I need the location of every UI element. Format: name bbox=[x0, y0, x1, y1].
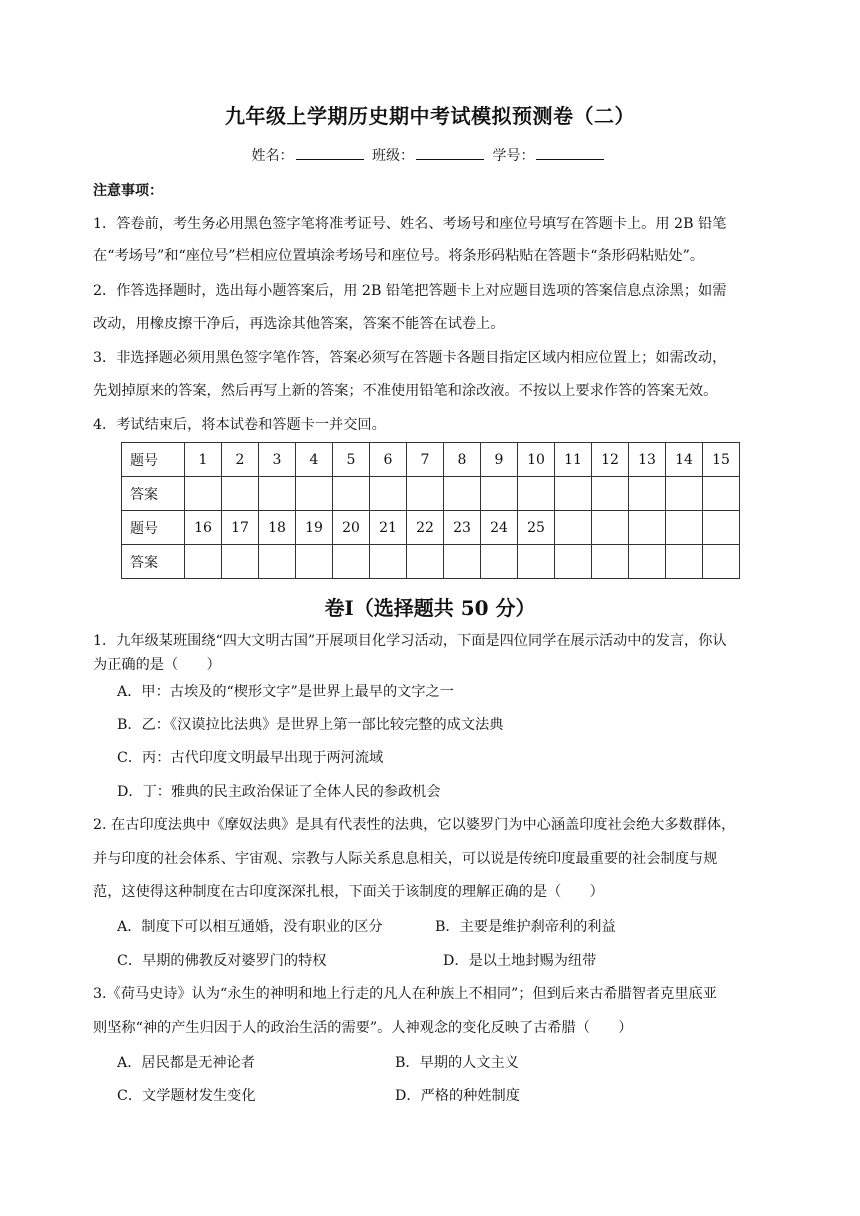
notice-line: 先划掉原来的答案，然后再写上新的答案；不准使用铅笔和涂改液。不按以上要求作答的答案无效。 bbox=[93, 383, 718, 399]
table-cell: 24 bbox=[481, 511, 518, 545]
table-cell bbox=[592, 511, 629, 545]
answer-cell bbox=[481, 545, 518, 579]
table-cell: 6 bbox=[370, 443, 407, 477]
question-2-stem: 范，这使得这种制度在古印度深深扎根，下面关于该制度的理解正确的是（ ） bbox=[93, 884, 604, 900]
answer-label: 答案 bbox=[122, 545, 185, 579]
table-cell: 11 bbox=[555, 443, 592, 477]
notice-heading: 注意事项： bbox=[93, 183, 163, 199]
answer-cell bbox=[407, 477, 444, 511]
question-3-option-b: B．早期的人文主义 bbox=[395, 1055, 519, 1071]
question-2-option-c: C．早期的佛教反对婆罗门的特权 bbox=[117, 953, 327, 969]
table-cell: 3 bbox=[259, 443, 296, 477]
answer-cell bbox=[703, 477, 740, 511]
answer-cell bbox=[703, 545, 740, 579]
table-cell: 8 bbox=[444, 443, 481, 477]
table-cell: 21 bbox=[370, 511, 407, 545]
question-1-option-a: A．甲：古埃及的“楔形文字”是世界上最早的文字之一 bbox=[117, 684, 454, 700]
question-3-option-d: D．严格的种姓制度 bbox=[395, 1088, 520, 1104]
table-row bbox=[122, 511, 740, 545]
question-number-label: 题号 bbox=[122, 511, 185, 545]
answer-cell bbox=[185, 545, 222, 579]
answer-cell bbox=[407, 545, 444, 579]
table-cell: 4 bbox=[296, 443, 333, 477]
table-row bbox=[122, 443, 740, 477]
table-cell: 2 bbox=[222, 443, 259, 477]
answer-cell bbox=[481, 477, 518, 511]
table-cell: 25 bbox=[518, 511, 555, 545]
number-blank bbox=[536, 145, 604, 160]
question-3-stem: 3.《荷马史诗》认为“永生的神明和地上行走的凡人在种族上不相同”；但到后来古希腊智者克里底亚 bbox=[93, 986, 717, 1002]
answer-table bbox=[121, 442, 740, 579]
table-cell: 23 bbox=[444, 511, 481, 545]
question-3-option-c: C．文学题材发生变化 bbox=[117, 1088, 256, 1104]
table-cell: 18 bbox=[259, 511, 296, 545]
class-label: 班级： bbox=[372, 148, 414, 164]
class-blank bbox=[416, 145, 484, 160]
answer-cell bbox=[222, 477, 259, 511]
student-info-line bbox=[0, 145, 860, 165]
name-label: 姓名： bbox=[251, 148, 294, 164]
question-2-stem: 2. 在古印度法典中《摩奴法典》是具有代表性的法典，它以婆罗门为中心涵盖印度社会绝大多数群体， bbox=[93, 817, 736, 833]
table-cell: 15 bbox=[703, 443, 740, 477]
notice-line: 2．作答选择题时，选出每小题答案后，用 2B 铅笔把答题卡上对应题目选项的答案信息点涂黑；如需 bbox=[93, 283, 727, 299]
answer-cell bbox=[296, 545, 333, 579]
name-blank bbox=[296, 145, 364, 160]
table-cell: 16 bbox=[185, 511, 222, 545]
table-cell: 13 bbox=[629, 443, 666, 477]
notice-line: 改动，用橡皮擦干净后，再选涂其他答案，答案不能答在试卷上。 bbox=[93, 316, 505, 332]
answer-cell bbox=[333, 545, 370, 579]
table-cell: 22 bbox=[407, 511, 444, 545]
table-cell bbox=[703, 511, 740, 545]
answer-cell bbox=[592, 477, 629, 511]
answer-cell bbox=[444, 477, 481, 511]
question-1-stem: 为正确的是（ ） bbox=[93, 657, 221, 673]
table-cell: 12 bbox=[592, 443, 629, 477]
table-row bbox=[122, 545, 740, 579]
table-cell: 5 bbox=[333, 443, 370, 477]
table-cell: 7 bbox=[407, 443, 444, 477]
section-title: 卷Ⅰ（选择题共 50 分） bbox=[324, 596, 536, 620]
answer-cell bbox=[370, 477, 407, 511]
table-cell: 14 bbox=[666, 443, 703, 477]
question-number-label: 题号 bbox=[122, 443, 185, 477]
question-2-option-a: A．制度下可以相互通婚，没有职业的区分 bbox=[117, 919, 383, 935]
question-1-stem: 1．九年级某班围绕“四大文明古国”开展项目化学习活动，下面是四位同学在展示活动中的发言，你认 bbox=[93, 633, 727, 649]
question-2-option-b: B．主要是维护刹帝利的利益 bbox=[435, 919, 616, 935]
table-cell: 19 bbox=[296, 511, 333, 545]
table-cell: 1 bbox=[185, 443, 222, 477]
answer-label: 答案 bbox=[122, 477, 185, 511]
table-cell bbox=[629, 511, 666, 545]
notice-line: 4．考试结束后，将本试卷和答题卡一并交回。 bbox=[93, 417, 386, 433]
answer-cell bbox=[370, 545, 407, 579]
number-label: 学号： bbox=[492, 148, 535, 164]
table-cell bbox=[555, 511, 592, 545]
question-1-option-d: D．丁：雅典的民主政治保证了全体人民的参政机会 bbox=[117, 784, 441, 800]
notice-line: 3．非选择题必须用黑色签字笔作答，答案必须写在答题卡各题目指定区域内相应位置上；如需改动， bbox=[93, 350, 727, 366]
table-row bbox=[122, 477, 740, 511]
answer-cell bbox=[555, 545, 592, 579]
answer-cell bbox=[259, 545, 296, 579]
table-cell: 17 bbox=[222, 511, 259, 545]
answer-cell bbox=[629, 477, 666, 511]
table-cell bbox=[666, 511, 703, 545]
answer-cell bbox=[592, 545, 629, 579]
table-cell: 10 bbox=[518, 443, 555, 477]
page-title: 九年级上学期历史期中考试模拟预测卷（二） bbox=[225, 104, 635, 128]
answer-cell bbox=[629, 545, 666, 579]
notice-line: 在“考场号”和“座位号”栏相应位置填涂考场号和座位号。将条形码粘贴在答题卡“条形码粘贴处”。 bbox=[93, 248, 705, 264]
question-3-stem: 则坚称“神的产生归因于人的政治生活的需要”。人神观念的变化反映了古希腊（ ） bbox=[93, 1020, 633, 1036]
answer-cell bbox=[666, 477, 703, 511]
answer-cell bbox=[555, 477, 592, 511]
answer-cell bbox=[444, 545, 481, 579]
answer-cell bbox=[333, 477, 370, 511]
question-3-option-a: A．居民都是无神论者 bbox=[117, 1055, 255, 1071]
table-cell: 20 bbox=[333, 511, 370, 545]
question-1-option-b: B．乙：《汉谟拉比法典》是世界上第一部比较完整的成文法典 bbox=[117, 717, 504, 733]
table-cell: 9 bbox=[481, 443, 518, 477]
question-2-option-d: D．是以土地封赐为纽带 bbox=[443, 953, 597, 969]
answer-cell bbox=[259, 477, 296, 511]
answer-cell bbox=[666, 545, 703, 579]
answer-cell bbox=[185, 477, 222, 511]
answer-cell bbox=[518, 477, 555, 511]
answer-cell bbox=[222, 545, 259, 579]
answer-cell bbox=[518, 545, 555, 579]
question-1-option-c: C．丙：古代印度文明最早出现于两河流域 bbox=[117, 750, 384, 766]
answer-cell bbox=[296, 477, 333, 511]
question-2-stem: 并与印度的社会体系、宇宙观、宗教与人际关系息息相关，可以说是传统印度最重要的社会制度与规 bbox=[93, 851, 718, 867]
notice-line: 1．答卷前，考生务必用黑色签字笔将准考证号、姓名、考场号和座位号填写在答题卡上。用 2B 铅笔 bbox=[93, 216, 727, 232]
